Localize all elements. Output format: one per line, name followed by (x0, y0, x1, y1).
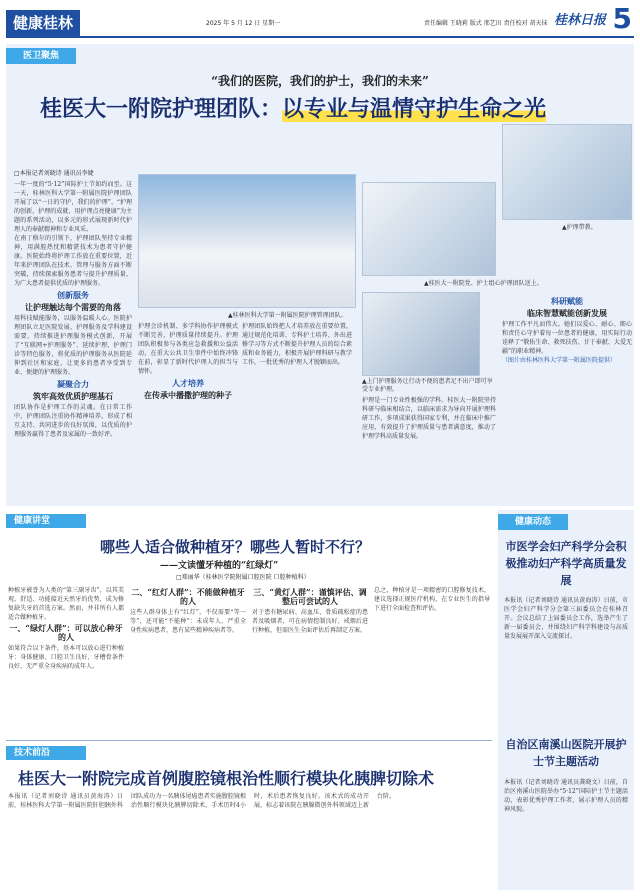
headline-lead: 桂医大一附院护理团队： (40, 97, 283, 122)
feature-paragraph-2: 用科技赋能服务，以服务温暖人心。医院护理团队立足医院发展、护理服务及学科建设需要，持续推进护理服务模式创新，开展了“互联网+护理服务”、延续护理、护理门诊等特色服务，将优质的护理服务从医院延伸到社区和家庭，让更多的患者享受到专业、便捷的护理服务。 (14, 315, 132, 376)
sidebar-headline-2: 自治区南溪山医院开展护士节主题活动 (505, 738, 627, 768)
feature-paragraph-1: 在南丁格尔的引领下，护理团队坚持专业精神，用满腔热忱和精湛技术为患者守护健康。医院始终将护理工作放在重要位置，近年来护理团队在技术、管理与服务方面不断突破，持续探索服务患者与提升护理质量，为广大患者提供优质的护理服务。 (14, 235, 132, 287)
issue-date: 2025 年 5 月 12 日 星期一 (206, 20, 281, 27)
caption-nurse-group: ▲桂医大一附院党、护士组心护理团队送上。 (424, 280, 543, 287)
feature-column-3 (242, 322, 352, 500)
photo-nursing-teaching (502, 124, 632, 220)
section-divider (6, 740, 492, 741)
lecture-title: 哪些人适合做种植牙？哪些人暂时不行？ (100, 538, 371, 556)
page-number: 5 (612, 2, 632, 35)
lecture-amber-text: 对于患有糖尿病、高血压、骨质疏松症的患者及吸烟者，可在病情控制良好、戒烟后进行种植，但需医生全面评估后再制定方案。 (252, 609, 368, 634)
section-name: 健康桂林 (6, 10, 80, 36)
photo-nursing-team (138, 174, 356, 308)
masthead (6, 2, 634, 38)
lecture-red-text: 这些人群身体上有“红灯”，不仅需要“等一等”，还可能“不能种”：未成年人、严重全身性疾病患者、患有某些精神疾病者等。 (130, 609, 246, 634)
subhead-innovation-detail: 让护理触达每个需要的角落 (25, 302, 121, 312)
feature-paragraph-7: 护理工作平凡而伟大。她们以爱心、耐心、细心和责任心守护着每一位患者的健康，用实际行动诠释了“敬佑生命、救死扶伤、甘于奉献、大爱无疆”的职业精神。 (502, 321, 632, 355)
feature-article (6, 44, 634, 506)
lecture-green-text: 如果符合以下条件，基本可以放心进行种植牙：身体健康、口腔卫生良好、牙槽骨条件良好、无严重全身疾病的成年人。 (8, 645, 124, 670)
feature-section-tag: 医卫聚焦 (6, 48, 76, 64)
lecture-column-1 (8, 586, 124, 736)
caption-main-photo: ▲桂林医科大学第一附属医院护理管理团队。 (228, 312, 347, 319)
headline-highlight: 以专业与温情守护生命之光 (282, 97, 547, 122)
feature-kicker: “我们的医院，我们的护士，我们的未来” (211, 74, 429, 88)
photo-home-care (362, 292, 480, 376)
lecture-byline: □郑丽华（桂林医学院附属口腔医院 口腔种植科） (176, 574, 310, 581)
lecture-subtitle: ——文读懂牙种植的“红绿灯” (160, 561, 279, 571)
feature-headline (40, 92, 546, 123)
feature-paragraph-3: 团队协作是护理工作的灵魂。在日常工作中，护理团队注重协作精神培养，形成了相互支持、共同进步的良好氛围，以优质的护理服务赢得了患者及家属的一致好评。 (14, 404, 132, 438)
lecture-red-heading: 二、“红灯人群”：不能做种植牙的人 (131, 587, 245, 606)
subhead-tech: 科研赋能 (551, 297, 583, 306)
subhead-team-detail: 筑牢高效优质护理基石 (33, 391, 113, 401)
feature-byline: □本报记者刘晓诗 通讯员李婕 (14, 170, 94, 177)
lecture-column-3 (252, 586, 368, 736)
subhead-talent: 人才培养 (172, 379, 204, 388)
caption-home-care: ▲上门护理服务让行动不便的患者足不出户即可享受专业护理。 (362, 378, 493, 393)
lecture-amber-heading: 三、“黄灯人群”：谨慎评估、调整后可尝试的人 (253, 587, 367, 606)
subhead-talent-detail: 在传承中播撒护理的种子 (144, 390, 232, 400)
photo-nurse-group (362, 182, 496, 276)
subhead-tech-detail: 临床智慧赋能创新发展 (527, 308, 607, 318)
photo-credit: （图片由桂林医科大学第一附属医院提供） (502, 357, 617, 364)
lecture-intro: 种植牙被誉为人类的“第三副牙齿”，以其美观、舒适、功能接近天然牙的优势，成为修复缺失牙的首选方案。然而，并非所有人都适合做种植牙。 (8, 587, 124, 621)
feature-column-4 (362, 396, 496, 500)
tech-body: 本报讯（记者刘晓诗 通讯员黄海涛）日前，桂林医科大学第一附属医院肝胆胰外科团队成功为一名胰体尾癌患者实施腹腔镜根治性顺行模块化胰脾切除术，手术历时4小时，术后患者恢复良好。该术式的成功开展，标志着该院在胰腺微创外科领域迈上新台阶。 (8, 793, 396, 809)
lecture-conclusion: 总之，种植牙是一项精密的口腔修复技术，建议选择正规医疗机构，在专业医生的指导下进行全面检查和评估。 (374, 587, 490, 612)
feature-paragraph-5: 护理团队始终把人才培养放在重要位置，通过规范化培训、专科护士培养、外出进修学习等方式不断提升护理人员的综合素质和业务能力，积极开展护理科研与教学工作，一批优秀的护理人才脱颖而出。 (242, 323, 352, 366)
caption-teaching: ▲护理带教。 (562, 224, 597, 231)
news-sidebar (498, 510, 634, 890)
tech-section-tag: 技术前沿 (6, 746, 86, 760)
feature-paragraph-6: 护理是一门专业性极强的学科。桂医大一附院坚持科研与临床相结合，以临床需求为导向开展护理科研工作，多项成果获得国家专利，并在临床中推广应用，有效提升了护理质量与患者满意度，推动了护理学科高质量发展。 (362, 397, 496, 440)
sidebar-story-1: 本报讯（记者刘晓诗 通讯员黄海涛）日前，市医学会妇产科学分会第三届委员会在桂林召开。会议总结了上届委员会工作，选举产生了新一届委员会，并围绕妇产科学科建设与高质量发展展开深入交流探讨。 (504, 597, 628, 640)
lecture-column-2 (130, 586, 246, 736)
newspaper-logo: 桂林日报 (554, 13, 607, 28)
sidebar-headline-1: 市医学会妇产科学分会积极推动妇产科学高质量发展 (505, 540, 627, 587)
feature-column-1 (14, 180, 132, 500)
feature-column-2 (138, 322, 238, 500)
lecture-section-tag: 健康讲堂 (6, 514, 86, 528)
editor-credits: 责任编辑 王晓莉 版式 邢艺田 责任校对 胡天抹 (424, 20, 548, 27)
subhead-team: 凝聚合力 (57, 380, 89, 389)
feature-intro: 一年一度的“5·12”国际护士节如约而至。这一天，桂林医科大学第一附属医院护理团队开展了以“一日的守护，我们的护理”、“护理的创新，护理的成就、用护理点亮健康”为主题的系列活动，以多元的形式展现新时代护理人的奉献精神和专业风采。 (14, 181, 132, 233)
lecture-column-4 (374, 586, 490, 736)
lecture-green-heading: 一、“绿灯人群”：可以放心种牙的人 (9, 623, 123, 642)
tech-title: 桂医大一附院完成首例腹腔镜根治性顺行模块化胰脾切除术 (18, 769, 435, 788)
feature-column-5 (502, 294, 632, 500)
feature-paragraph-4: 护理会诊机制、多学科协作护理模式不断完善，护理质量持续提升。护理团队积极参与各类应急救援和公益活动，在重大公共卫生事件中始终冲锋在前，彰显了新时代护理人的担当与情怀。 (138, 323, 238, 375)
subhead-innovation: 创新服务 (57, 291, 89, 300)
sidebar-section-tag: 健康动态 (498, 514, 568, 530)
sidebar-story-2: 本报讯（记者刘晓诗 通讯员龚晓文）日前，自治区南溪山医院举办“5·12”国际护士节主题活动，表彰优秀护理工作者，展示护理人员的精神风貌。 (504, 779, 628, 813)
